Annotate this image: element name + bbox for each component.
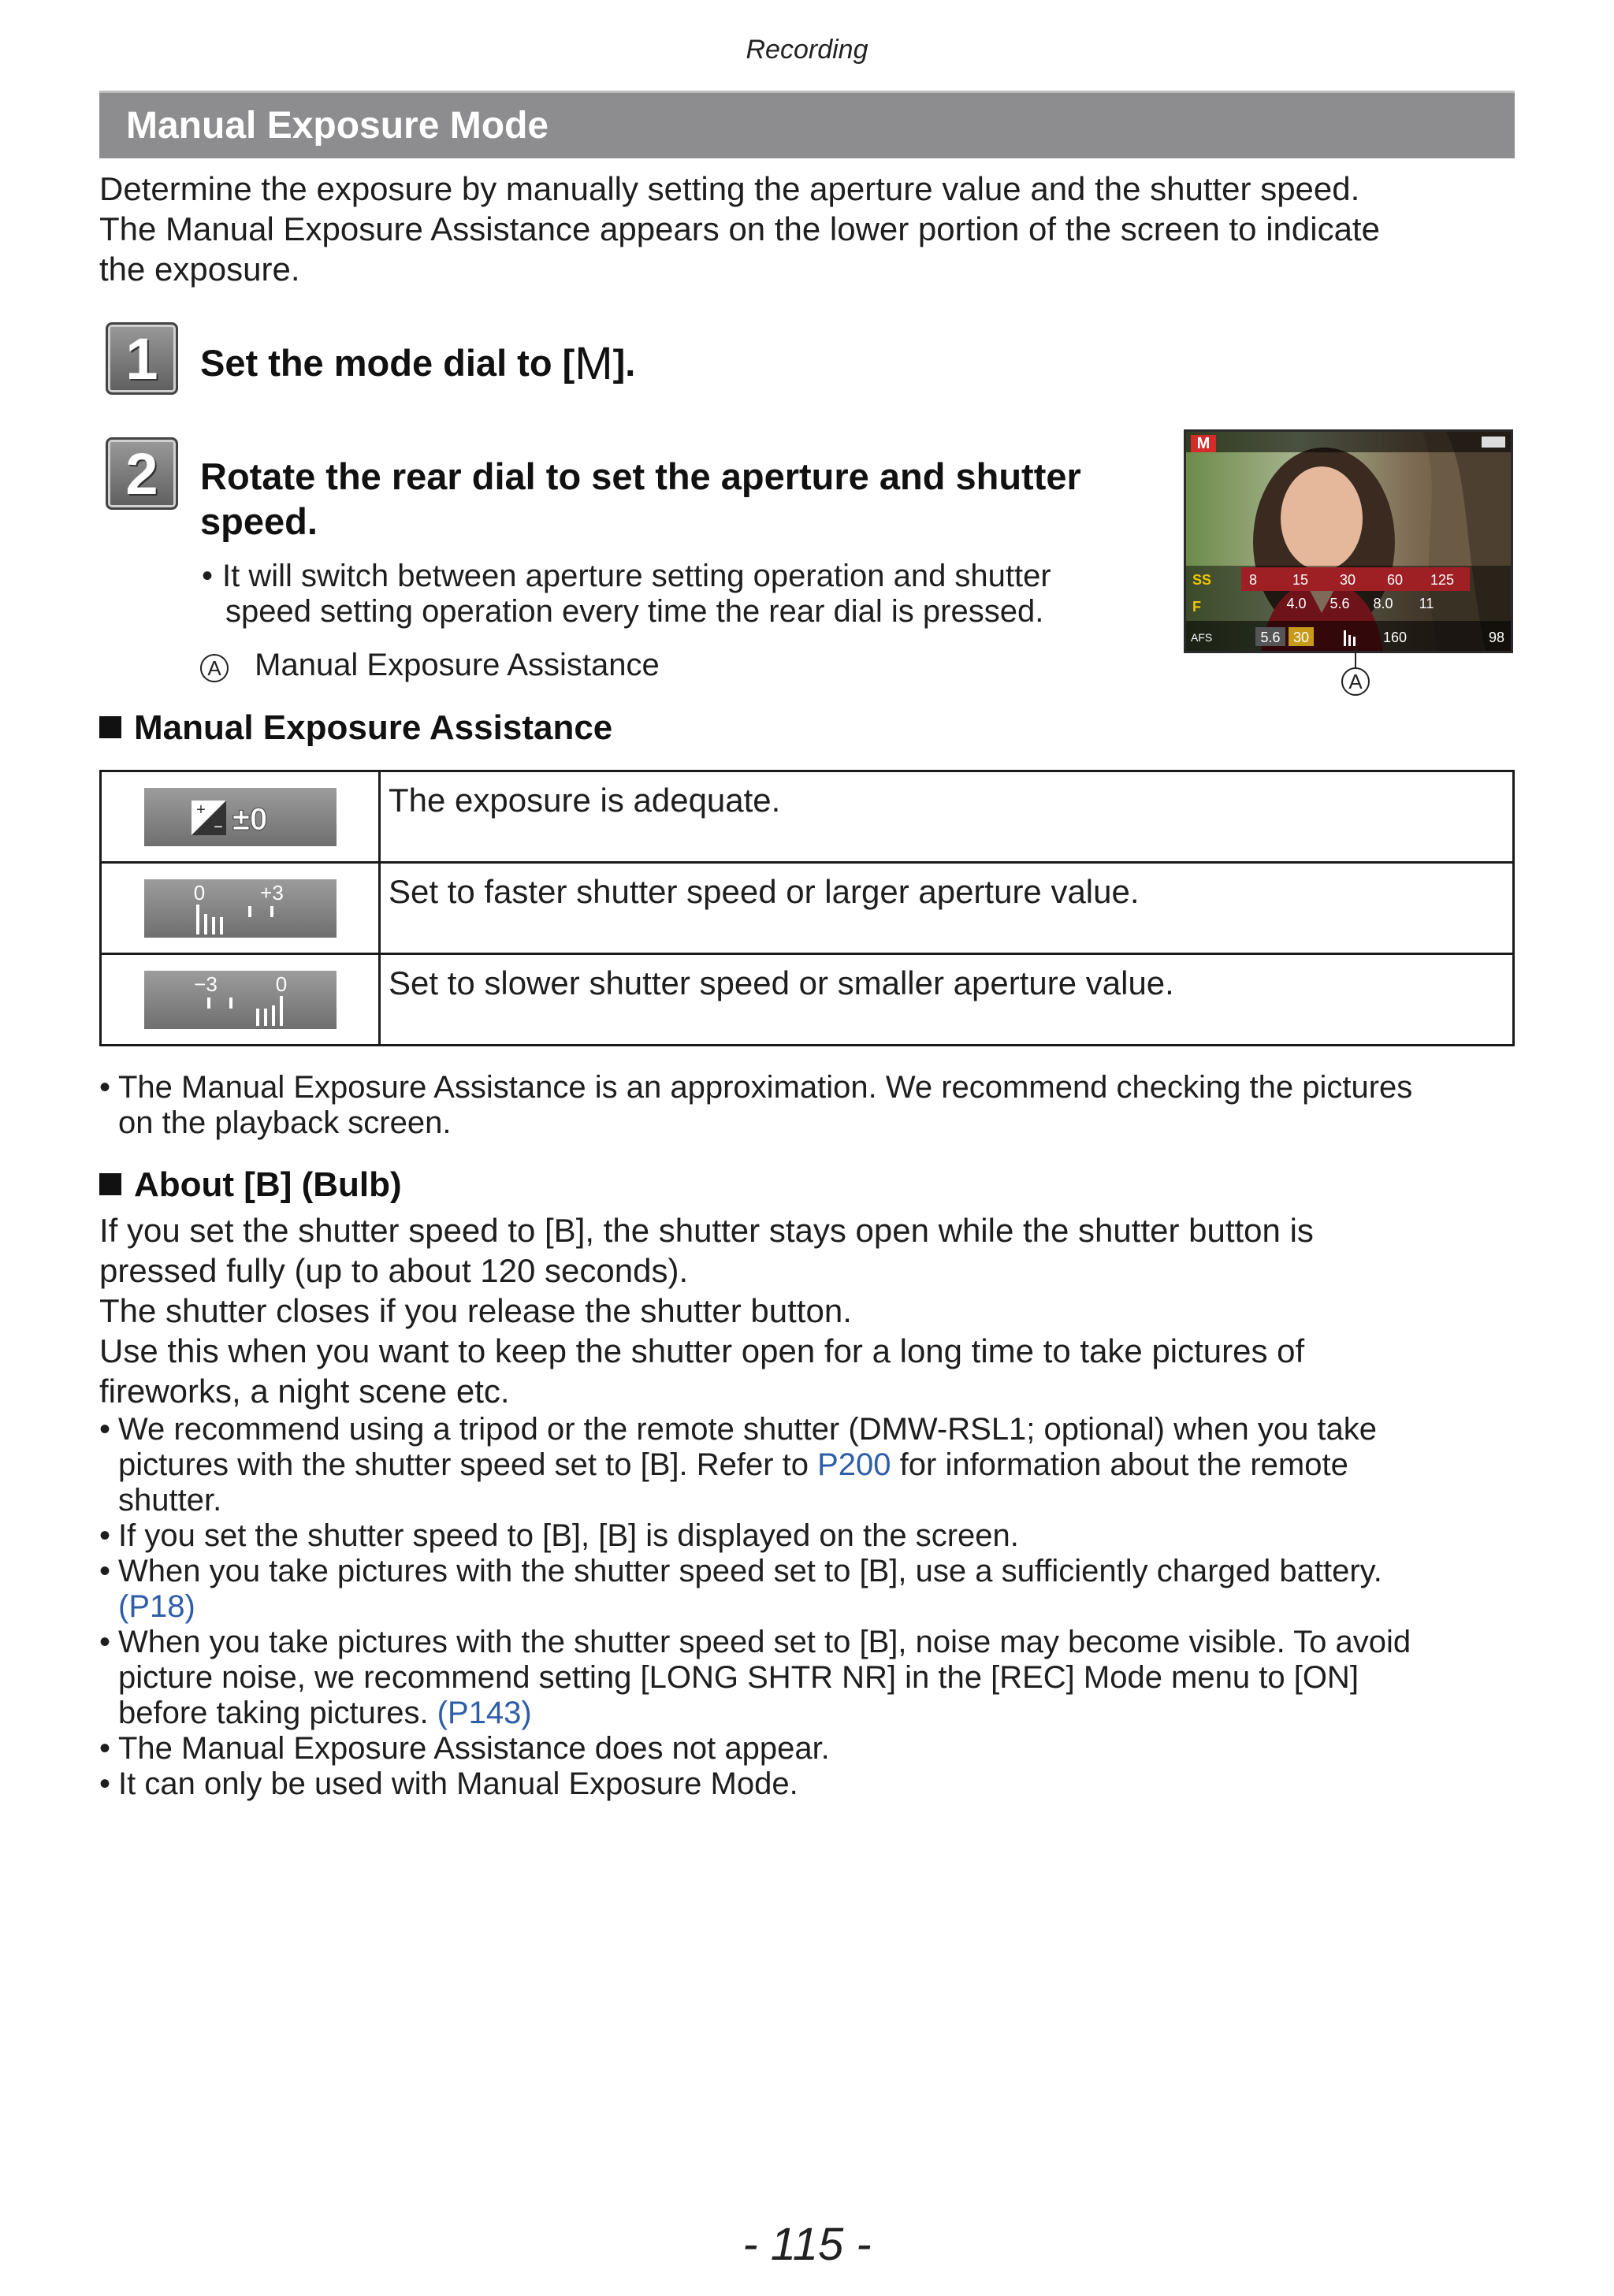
shutter-tick: 60 [1386, 572, 1404, 588]
step-2-bullet-line: It will switch between aperture setting operation and shutter [222, 559, 1051, 593]
step-2-bullet-line: speed setting operation every time the rear dial is pressed. [225, 594, 1044, 629]
aperture-label: F [1192, 599, 1201, 615]
bulb-bullet-continuation [99, 1696, 1411, 1731]
assist-heading-text: Manual Exposure Assistance [134, 708, 613, 747]
iso-readout: 160 [1383, 630, 1408, 645]
step-2-title-line: speed. [200, 500, 318, 542]
mode-m-icon: M [575, 338, 613, 389]
square-bullet-icon [99, 1173, 121, 1195]
bulb-bullet: • If you set the shutter speed to [B], [B] is displayed on the screen. [99, 1518, 1411, 1554]
callout-a-marker: A [200, 654, 229, 682]
aperture-tick: 4.0 [1286, 596, 1307, 611]
meter-right-label: +3 [259, 880, 284, 905]
bulb-paragraph-line: The shutter closes if you release the shutter button. [99, 1292, 852, 1329]
step-2-number: 2 [106, 437, 178, 510]
intro-line: Determine the exposure by manually setting the aperture value and the shutter speed. [99, 170, 1360, 207]
meter-right-label: 0 [275, 972, 287, 996]
meter-left-label: −3 [193, 972, 218, 996]
step-1-text-end: ]. [612, 342, 636, 384]
running-head: Recording [746, 35, 868, 65]
bulb-bullet-text: before taking pictures. [118, 1696, 437, 1730]
svg-text:−: − [213, 818, 223, 836]
aperture-tick: 11 [1419, 596, 1434, 611]
page-link-p143[interactable]: (P143) [437, 1696, 532, 1730]
page-number: - 115 - [742, 2219, 872, 2270]
shutter-tick: 8 [1248, 572, 1258, 588]
intro-paragraph [99, 169, 1518, 289]
callout-legend-label: Manual Exposure Assistance [255, 648, 660, 682]
aperture-tick: 8.0 [1373, 596, 1393, 611]
step-2-title [200, 454, 1170, 544]
bulb-paragraph-line: fireworks, a night scene etc. [99, 1373, 510, 1410]
battery-icon [1482, 437, 1505, 448]
step-1-text: Set the mode dial to [ [200, 342, 575, 384]
bulb-paragraph [99, 1210, 1314, 1411]
bulb-bullet: • The Manual Exposure Assistance does not appear. [99, 1731, 1411, 1767]
indicator-cell [101, 771, 380, 863]
bulb-bullet-list [99, 1412, 1411, 1802]
page-link-p18[interactable]: (P18) [118, 1589, 195, 1624]
bulb-bullet: • When you take pictures with the shutter speed set to [B], use a sufficiently charged battery. [99, 1554, 1411, 1589]
meter-bars-icon [144, 879, 337, 938]
page-link-p200[interactable]: P200 [817, 1447, 891, 1482]
step-2-title-line: Rotate the rear dial to set the aperture and shutter [200, 455, 1081, 497]
adequate-value: ±0 [232, 801, 267, 837]
indicator-cell [101, 954, 380, 1046]
assist-note-line: • The Manual Exposure Assistance is an approximation. We recommend checking the pictures [99, 1070, 1412, 1105]
shutter-tick: 30 [1339, 572, 1356, 588]
screen-callout-a-marker: A [1341, 667, 1370, 696]
camera-screen-svg [1186, 432, 1511, 651]
bulb-bullet-continuation [99, 1589, 1411, 1625]
square-bullet-icon [99, 716, 121, 738]
svg-text:+: + [195, 801, 206, 819]
shots-remaining: 98 [1488, 630, 1504, 645]
assist-table [99, 770, 1515, 1046]
bulb-bullet-text: for information about the remote [891, 1447, 1348, 1482]
top-status-bar [1186, 432, 1511, 452]
step-1-title [200, 338, 636, 389]
section-title-band [99, 91, 1515, 158]
callout-legend [200, 648, 660, 683]
shutter-tick: 125 [1430, 572, 1455, 588]
af-label: AFS [1191, 631, 1213, 644]
bulb-bullet-continuation: shutter. [118, 1483, 222, 1518]
meter-bars-icon [144, 971, 337, 1029]
step-1-number: 1 [106, 322, 178, 395]
assist-description: Set to faster shutter speed or larger aperture value. [380, 863, 1514, 954]
bulb-bullet: • When you take pictures with the shutter speed set to [B], noise may become visible. To avoid [99, 1625, 1411, 1660]
table-row [101, 771, 1514, 863]
meter-left-label: 0 [193, 880, 205, 905]
callout-leader-line [1355, 648, 1356, 667]
aperture-readout: 5.6 [1260, 630, 1281, 645]
assist-description: The exposure is adequate. [380, 771, 1514, 863]
indicator-adequate [144, 788, 337, 846]
shutter-label: SS [1192, 572, 1212, 588]
bulb-bullet-text: pictures with the shutter speed set to [B]. Refer to [118, 1447, 818, 1482]
shutter-tick: 15 [1292, 572, 1309, 588]
bulb-bullet: • We recommend using a tripod or the remote shutter (DMW-RSL1; optional) when you take [99, 1412, 1411, 1447]
bulb-bullet-continuation: picture noise, we recommend setting [LONG SHTR NR] in the [REC] Mode menu to [ON] [118, 1660, 1359, 1695]
assist-heading [99, 708, 612, 748]
aperture-tick: 5.6 [1330, 596, 1350, 611]
bulb-heading-text: About [B] (Bulb) [134, 1165, 402, 1204]
camera-screen-illustration [1184, 429, 1513, 653]
screen-mode-text: M [1196, 435, 1210, 452]
shutter-readout: 30 [1292, 630, 1310, 645]
bulb-bullet: • It can only be used with Manual Exposure Mode. [99, 1767, 1411, 1802]
intro-line: The Manual Exposure Assistance appears on the lower portion of the screen to indicate [99, 210, 1380, 247]
assist-note [99, 1070, 1412, 1141]
assist-note-line: on the playback screen. [118, 1105, 452, 1140]
bulb-heading [99, 1165, 402, 1205]
section-title: Manual Exposure Mode [126, 105, 549, 147]
assist-description: Set to slower shutter speed or smaller aperture value. [380, 954, 1514, 1046]
table-row [101, 954, 1514, 1046]
indicator-overexposed [144, 971, 337, 1029]
face [1281, 466, 1363, 570]
exposure-comp-icon [144, 788, 337, 846]
bulb-paragraph-line: Use this when you want to keep the shutter open for a long time to take pictures of [99, 1332, 1305, 1369]
bulb-paragraph-line: pressed fully (up to about 120 seconds). [99, 1252, 689, 1289]
indicator-underexposed [144, 879, 337, 938]
bulb-bullet-continuation [99, 1447, 1411, 1483]
intro-line: the exposure. [99, 251, 300, 288]
indicator-cell [101, 863, 380, 954]
bulb-paragraph-line: If you set the shutter speed to [B], the shutter stays open while the shutter button is [99, 1212, 1314, 1249]
table-row [101, 863, 1514, 954]
step-2-bullet: • It will switch between aperture setting operation and shutter speed setting operation every time the rear dial is pressed. [202, 559, 1051, 629]
